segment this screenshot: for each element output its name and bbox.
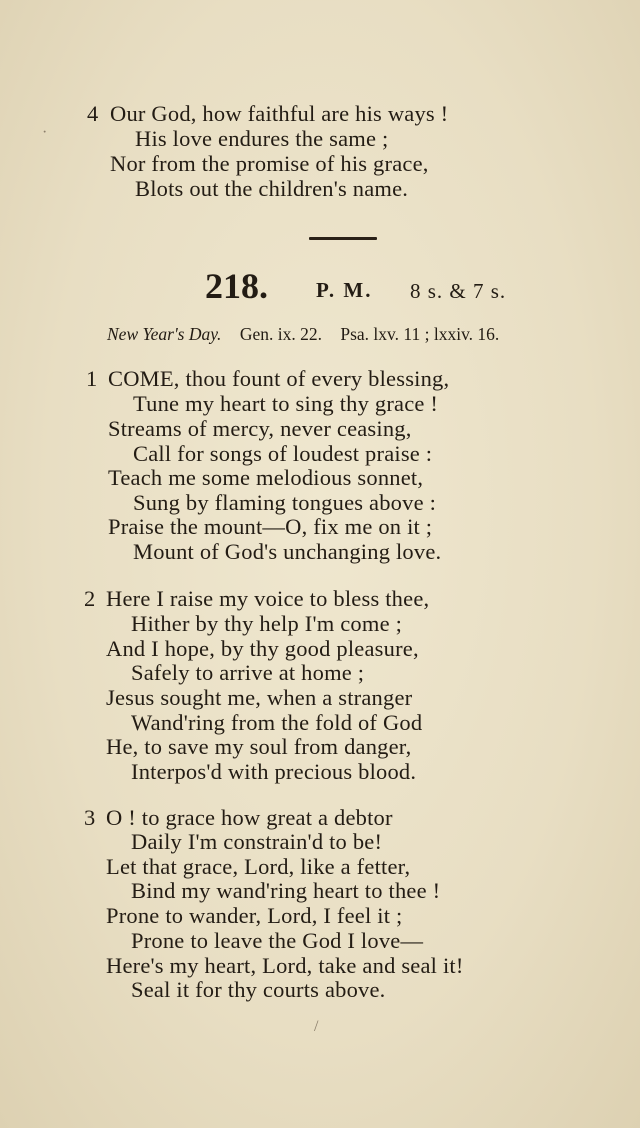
stanza-number: 2 xyxy=(84,586,96,611)
verse-line: His love endures the same ; xyxy=(135,126,389,151)
verse-line: Hither by thy help I'm come ; xyxy=(131,611,403,636)
verse-line: Bind my wand'ring heart to thee ! xyxy=(131,878,441,903)
verse-line: COME, thou fount of every blessing, xyxy=(108,366,450,391)
verse-line: Safely to arrive at home ; xyxy=(131,660,365,685)
verse-line: Seal it for thy courts above. xyxy=(131,977,386,1002)
verse-line: Our God, how faithful are his ways ! xyxy=(110,101,449,126)
verse-line: Teach me some melodious sonnet, xyxy=(108,465,424,490)
verse-line: Tune my heart to sing thy grace ! xyxy=(133,391,439,416)
verse-line: Praise the mount—O, fix me on it ; xyxy=(108,514,433,539)
verse-line: Nor from the promise of his grace, xyxy=(110,151,429,176)
verse-line: Sung by flaming tongues above : xyxy=(133,490,437,515)
verse-line: Wand'ring from the fold of God xyxy=(131,710,423,735)
verse-line: Here's my heart, Lord, take and seal it! xyxy=(106,953,464,978)
verse-line: Streams of mercy, never ceasing, xyxy=(108,416,412,441)
verse-line: Interpos'd with precious blood. xyxy=(131,759,417,784)
verse-line: Prone to wander, Lord, I feel it ; xyxy=(106,903,403,928)
stanza-number: 1 xyxy=(86,366,98,391)
verse-line: Blots out the children's name. xyxy=(135,176,409,201)
verse-line: And I hope, by thy good pleasure, xyxy=(106,636,419,661)
section-divider xyxy=(309,237,377,240)
stanza-number: 3 xyxy=(84,805,96,830)
verse-line: Let that grace, Lord, like a fetter, xyxy=(106,854,411,879)
meter-label: P. M. xyxy=(316,278,373,302)
stanza-number: 4 xyxy=(87,101,99,126)
verse-line: Daily I'm constrain'd to be! xyxy=(131,829,383,854)
scripture-reference: Gen. ix. 22. xyxy=(239,324,322,344)
hymn-subtitle xyxy=(107,323,499,345)
occasion: New Year's Day. xyxy=(107,324,222,344)
verse-line: O ! to grace how great a debtor xyxy=(106,805,393,830)
verse-line: Mount of God's unchanging love. xyxy=(133,539,442,564)
paper-speck: / xyxy=(314,1018,319,1035)
hymn-number: 218. xyxy=(205,266,268,306)
verse-line: Here I raise my voice to bless thee, xyxy=(106,586,430,611)
syllable-meter: 8 s. & 7 s. xyxy=(410,279,507,303)
paper-speck: · xyxy=(42,124,48,141)
verse-line: He, to save my soul from danger, xyxy=(106,734,412,759)
verse-line: Call for songs of loudest praise : xyxy=(133,441,433,466)
verse-line: Jesus sought me, when a stranger xyxy=(106,685,413,710)
scripture-reference: Psa. lxv. 11 ; lxxiv. 16. xyxy=(340,324,500,344)
verse-line: Prone to leave the God I love— xyxy=(131,928,424,953)
